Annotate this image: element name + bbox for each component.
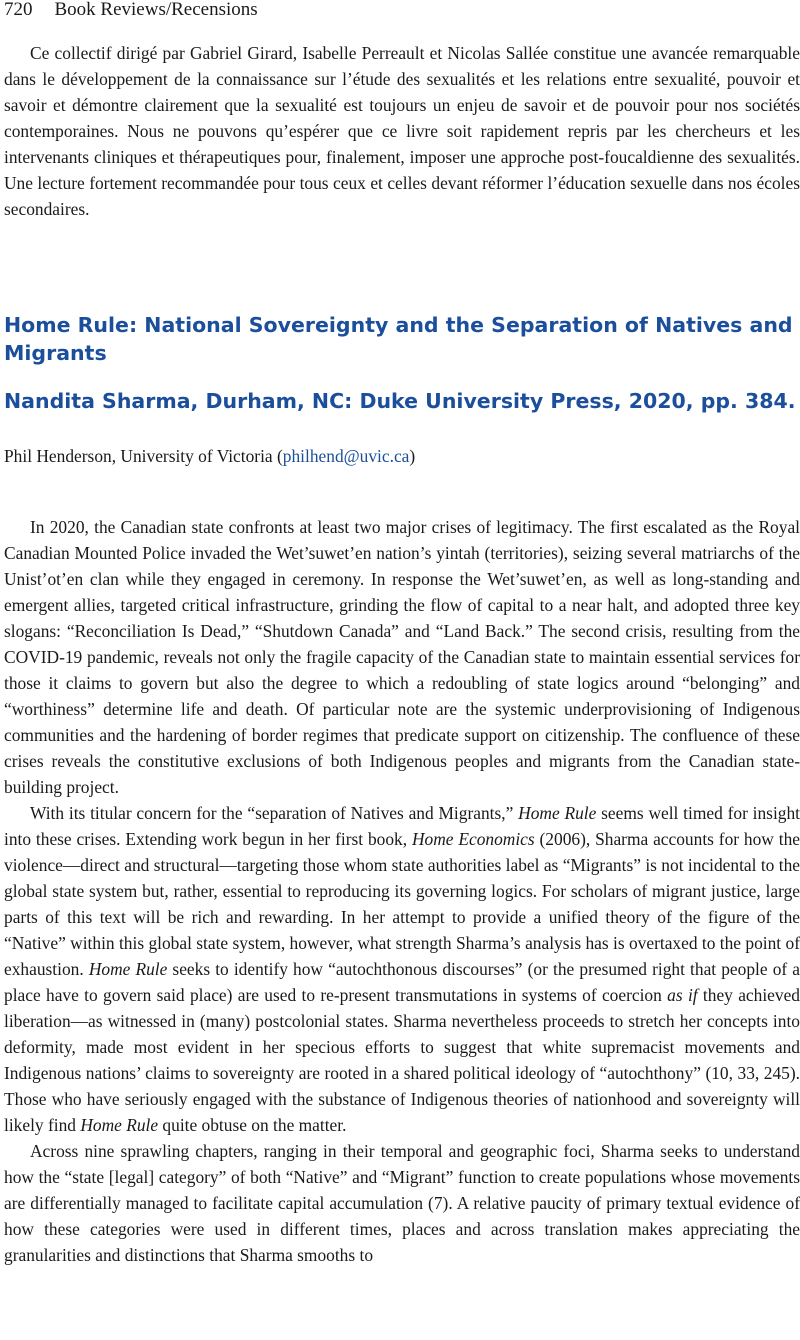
paragraph-text: With its titular concern for the “separation of Natives and Migrants,” (30, 803, 519, 823)
reviewer-name: Phil Henderson, University of Victoria (4, 446, 273, 466)
reviewer-close-paren: ) (409, 446, 416, 466)
reviewer-byline (4, 443, 415, 469)
review-body (4, 514, 800, 1268)
paragraph-text: seeks to identify how “autochthonous discourses” (or the presumed right that people of a place have to govern said place) are used to re-present transmutations in systems of coercion (4, 959, 800, 1005)
paragraph-text: Across nine sprawling chapters, ranging in their temporal and geographic foci, Sharma seeks to understand how the “state [legal] category” of both “Native” and “Migrant” function to create populations whose movements are differentially managed to facilitate capital accumulation (7). A relative paucity of primary textual evidence of how these categories were used in different times, places and across translation makes appreciating the granularities and distinctions that Sharma smooths to (4, 1141, 800, 1265)
section-title: Book Reviews/Recensions (54, 0, 258, 20)
previous-review-paragraph: Ce collectif dirigé par Gabriel Girard, Isabelle Perreault et Nicolas Sallée constitue une avancée remarquable dans le développement de la connaissance sur l’étude des sexualités et les relations entre sexualité, pouvoir et savoir et démontre clairement que la sexualité est toujours un enjeu de savoir et de pouvoir pour nos sociétés contemporaines. Nous ne pouvons qu’espérer que ce livre soit rapidement repris par les chercheurs et les intervenants cliniques et thérapeutiques pour, finalement, imposer une approche post-foucaldienne des sexualités. Une lecture fortement recommandée pour tous ceux et celles devant réformer l’éducation sexuelle dans nos écoles secondaires. (4, 43, 800, 219)
review-paragraph-3 (4, 1138, 800, 1268)
running-head (4, 0, 258, 22)
book-publication-details: Nandita Sharma, Durham, NC: Duke University Press, 2020, pp. 384. (4, 389, 796, 413)
review-paragraph-1 (4, 514, 800, 800)
paragraph-text: In 2020, the Canadian state confronts at least two major crises of legitimacy. The first escalated as the Royal Canadian Mounted Police invaded the Wet’suwet’en nation’s yintah (territories), seizing several matriarchs of the Unist’ot’en clan while they engaged in ceremony. In response the Wet’suwet’en, as well as long-standing and emergent allies, targeted critical infrastructure, grinding the flow of capital to a near halt, and adopted three key slogans: “Reconciliation Is Dead,” “Shutdown Canada” and “Land Back.” The second crisis, resulting from the COVID-19 pandemic, reveals not only the fragile capacity of the Canadian state to maintain essential services for those it claims to govern but also the degree to which a redoubling of state logics around “belonging” and “worthiness” determine life and death. Of particular note are the systemic underprovisioning of Indigenous communities and the hardening of border regimes that predicate support on citizenship. The confluence of these crises reveals the constitutive exclusions of both Indigenous peoples and migrants from the Canadian state-building project. (4, 517, 800, 797)
book-title-italic: Home Rule (88, 959, 168, 979)
paragraph-text: (2006), Sharma accounts for how the violence—direct and structural—targeting those whom state authorities label as “Migrants” is not incidental to the global state system but, rather, essential to reproducing its governing logics. For scholars of migrant justice, large parts of this text will be rich and rewarding. In her attempt to provide a unified theory of the figure of the “Native” within this global state system, however, what strength Sharma’s analysis has is overtaxed to the point of exhaustion. (4, 829, 800, 979)
review-paragraph-2 (4, 800, 800, 1138)
reviewer-email-link[interactable]: philhend@uvic.ca (282, 446, 410, 466)
page-number: 720 (4, 0, 33, 20)
reviewer-open-paren: ( (272, 446, 283, 466)
review-title: Home Rule: National Sovereignty and the Separation of Natives and Migrants (4, 313, 793, 365)
book-title-italic: Home Rule (80, 1115, 159, 1135)
paragraph-text: seems well timed for insight into these crises. Extending work begun in her first book, (4, 803, 800, 849)
book-title-italic: Home Economics (411, 829, 535, 849)
paragraph-text: they achieved liberation—as witnessed in (many) postcolonial states. Sharma nevertheless proceeds to stretch her concepts into deformity, made most evident in her specious efforts to suggest that white supremacist movements and Indigenous nations’ claims to sovereignty are rooted in a shared political ideology of “autochthony” (10, 33, 245). Those who have seriously engaged with the substance of Indigenous theories of nationhood and sovereignty will likely find (4, 985, 800, 1135)
emphasis-italic: as if (667, 985, 698, 1005)
book-title-italic: Home Rule (518, 803, 597, 823)
paragraph-text: quite obtuse on the matter. (158, 1115, 347, 1135)
previous-review-conclusion (4, 40, 800, 222)
